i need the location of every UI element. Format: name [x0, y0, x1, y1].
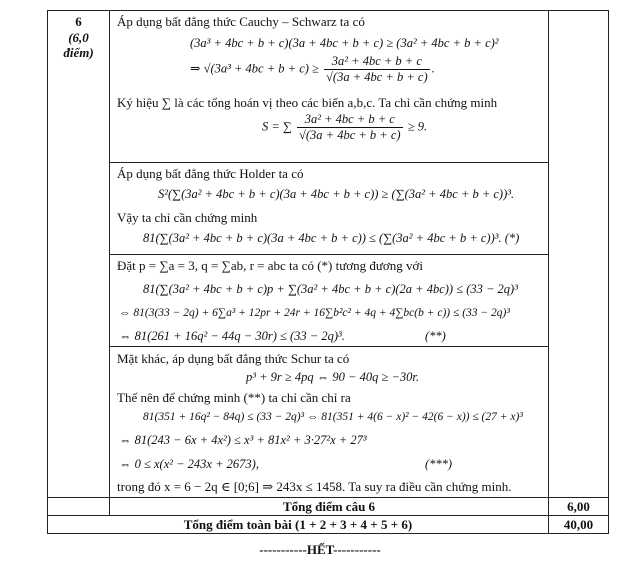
- part1-eq3-numerator: 3a² + 4bc + b + c: [297, 112, 403, 128]
- row-divider-1: [109, 162, 549, 163]
- part1-eq3-lhs: S = ∑: [262, 119, 292, 134]
- part2-eq1: S²(∑(3a² + 4bc + b + c)(3a + 4bc + b + c)) ≥ (∑(3a² + 4bc + b + c))³.: [158, 187, 515, 201]
- part4-eq1: p³ + 9r ≥ 4pq ⇔ 90 − 40q ≥ −30r.: [246, 370, 419, 384]
- part4-conclusion: trong đó x = 6 − 2q ∈ [0;6] ⇒ 243x ≤ 1458. Ta suy ra điều cần chứng minh.: [117, 479, 512, 494]
- part4-eq2: 81(351 + 16q² − 84q) ≤ (33 − 2q)³ ⇔ 81(351 + 4(6 − x)² − 42(6 − x)) ≤ (27 + x)³: [143, 411, 523, 423]
- part1-eq3-fraction: [297, 112, 403, 143]
- part3-intro: Đặt p = ∑a = 3, q = ∑ab, r = abc ta có (*) tương đương với: [117, 258, 424, 273]
- table-right-border: [608, 10, 609, 534]
- part3-eq3: ⇔ 81(261 + 16q² − 44q − 30r) ≤ (33 − 2q)³.: [119, 329, 345, 343]
- table-bottom-border: [47, 533, 609, 534]
- part1-eq2-denominator: √(3a + 4bc + b + c): [326, 70, 428, 84]
- question-points-line1: (6,0: [68, 30, 89, 45]
- part3-tag: (**): [425, 329, 446, 343]
- part2-intro: Áp dụng bất đẳng thức Holder ta có: [117, 166, 304, 181]
- row-divider-5: [47, 515, 609, 516]
- question-number: 6: [75, 14, 82, 29]
- part4-eq4: ⇔ 0 ≤ x(x² − 243x + 2673),: [119, 457, 259, 471]
- part1-eq2: ⇒ √(3a³ + 4bc + b + c) ≥ $\frac{\text{3a² + 4bc + b + c}}{√(3a + 4bc + b + c)}$ .: [190, 54, 435, 84]
- part4-eq3: ⇔ 81(243 − 6x + 4x²) ≤ x³ + 81x² + 3·27²x + 27³: [119, 433, 367, 447]
- question-points-line2: điểm): [63, 45, 94, 60]
- column-divider-right: [548, 10, 549, 534]
- total-question-score: 6,00: [567, 499, 590, 514]
- total-exam-score: 40,00: [563, 517, 594, 532]
- part1-intro: Áp dụng bất đẳng thức Cauchy – Schwarz ta có: [117, 14, 365, 29]
- row-divider-3: [109, 346, 549, 347]
- table-top-border: [47, 10, 609, 11]
- part1-eq2-fraction: [324, 54, 430, 85]
- part1-notation: Ký hiệu ∑ là các tổng hoán vị theo các biến a,b,c. Ta chỉ cần chứng minh: [117, 95, 498, 110]
- part1-eq2-lhs: ⇒ √(3a³ + 4bc + b + c) ≥: [190, 61, 319, 76]
- total-exam-label: Tổng điểm toàn bài (1 + 2 + 3 + 4 + 5 + 6): [183, 517, 413, 532]
- row-divider-2: [109, 254, 549, 255]
- table-left-border: [47, 10, 48, 534]
- part2-eq2: 81(∑(3a² + 4bc + b + c)(3a + 4bc + b + c)) ≤ (∑(3a² + 4bc + b + c))³. (*): [143, 231, 520, 245]
- part1-eq1: (3a³ + 4bc + b + c)(3a + 4bc + b + c) ≥ (3a² + 4bc + b + c)²: [190, 36, 499, 50]
- part1-eq3-denominator: √(3a + 4bc + b + c): [298, 128, 401, 142]
- end-marker: -----------HẾT-----------: [259, 542, 381, 557]
- part1-eq3-rhs: ≥ 9.: [407, 119, 428, 134]
- column-divider-left: [109, 10, 110, 516]
- part1-eq2-numerator: 3a² + 4bc + b + c: [324, 54, 430, 70]
- row-divider-4: [47, 497, 609, 498]
- part2-text: Vậy ta chỉ cần chứng minh: [117, 210, 258, 225]
- part4-tag: (***): [425, 457, 453, 471]
- part3-eq1: 81(∑(3a² + 4bc + b + c)p + ∑(3a² + 4bc + b + c)(2a + 4bc)) ≤ (33 − 2q)³: [143, 282, 518, 296]
- part1-eq3: [262, 112, 427, 143]
- part4-text: Thế nên để chứng minh (**) ta chỉ cần chỉ ra: [117, 390, 351, 405]
- part3-eq2: ⇔ 81(3(33 − 2q) + 6∑a³ + 12pr + 24r + 16∑b²c² + 4q + 4∑bc(b + c)) ≤ (33 − 2q)³: [119, 307, 510, 319]
- total-question-label: Tổng điểm câu 6: [282, 499, 376, 514]
- part4-intro: Mặt khác, áp dụng bất đẳng thức Schur ta có: [117, 351, 350, 366]
